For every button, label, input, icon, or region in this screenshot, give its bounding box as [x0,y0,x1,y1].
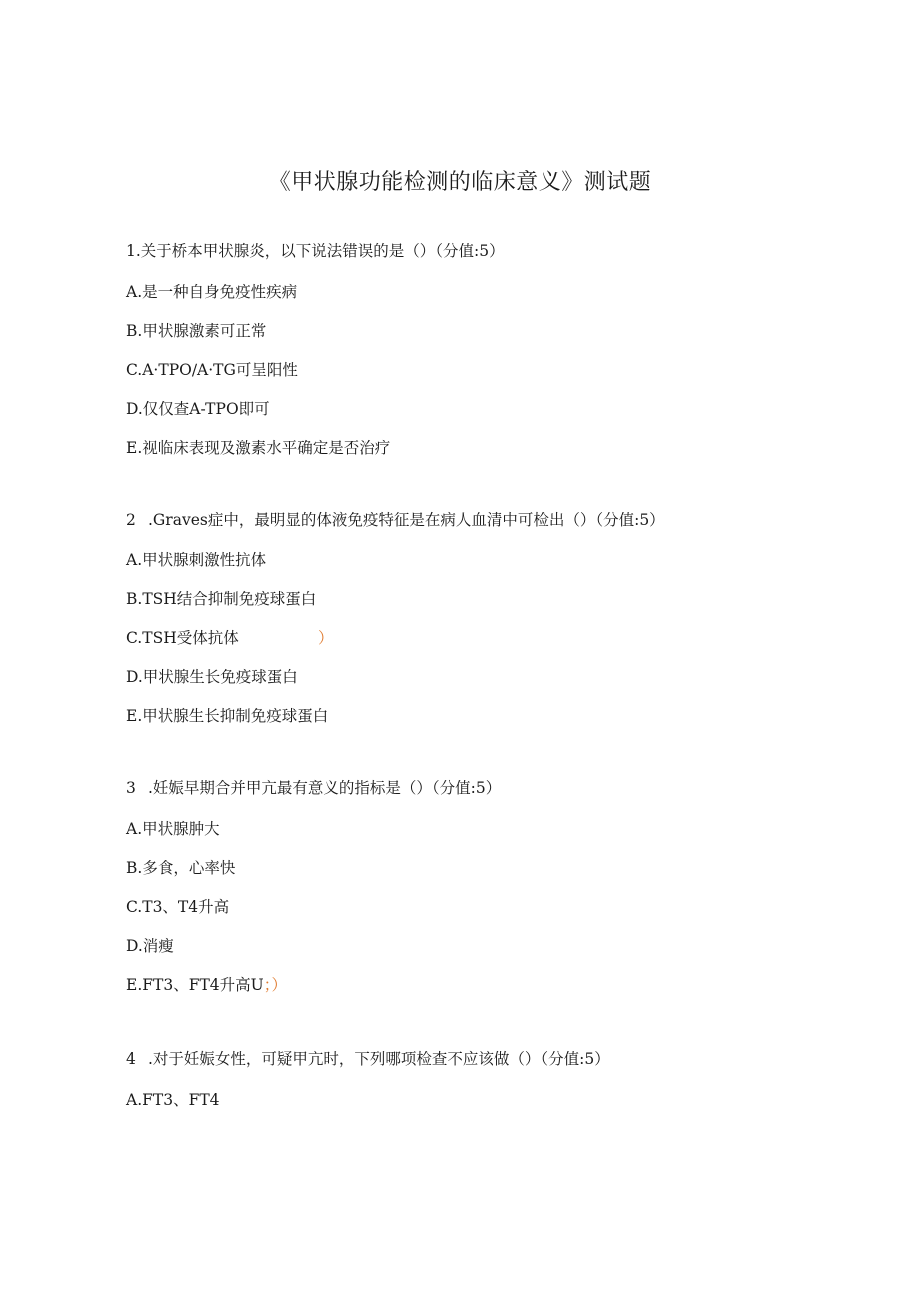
question-1-option-c: C.A·TPO∕A·TG可呈阳性 [126,361,298,379]
question-1-option-b: B.甲状腺激素可正常 [126,322,267,340]
question-2-option-b: B.TSH结合抑制免疫球蛋白 [126,590,317,608]
question-3-option-e-mark: ；） [263,976,287,994]
question-3-option-e: E.FT3、FT4升高U [126,976,264,994]
page-title: 《甲状腺功能检测的临床意义》测试题 [268,170,652,195]
question-1-option-e: E.视临床表现及激素水平确定是否治疗 [126,439,391,457]
question-1-option-d: D.仅仅查A-TPO即可 [126,400,270,418]
question-3-option-c: C.T3、T4升高 [126,898,230,916]
question-3-option-d: D.消瘦 [126,937,174,955]
question-1-option-a: A.是一种自身免疫性疾病 [126,283,298,301]
question-2-option-c-mark: ） [318,629,334,647]
question-2-option-c: C.TSH受体抗体 [126,629,239,647]
question-2-stem: .Graves症中，最明显的体液免疫特征是在病人血清中可检出（）（分值:5） [148,511,665,529]
question-2-option-d: D.甲状腺生长免疫球蛋白 [126,668,298,686]
question-2-option-a: A.甲状腺刺激性抗体 [126,551,267,569]
question-2-number: 2 [126,511,136,529]
question-3-stem: .妊娠早期合并甲亢最有意义的指标是（）（分值:5） [148,779,502,797]
question-3-option-a: A.甲状腺肿大 [126,820,220,838]
question-1-stem: 1.关于桥本甲状腺炎，以下说法错误的是（）（分值:5） [126,242,505,260]
question-3-number: 3 [126,779,136,797]
question-3-option-e-line [126,974,287,996]
question-4-option-a: A.FT3、FT4 [126,1091,220,1109]
question-4-stem-line [126,1048,610,1070]
question-3-stem-line [126,777,501,799]
question-2-option-e: E.甲状腺生长抑制免疫球蛋白 [126,707,329,725]
question-4-stem: .对于妊娠女性，可疑甲亢时，下列哪项检查不应该做（）（分值:5） [148,1050,610,1068]
question-4-number: 4 [126,1050,136,1068]
question-2-stem-line [126,509,665,531]
question-3-option-b: B.多食，心率快 [126,859,236,877]
